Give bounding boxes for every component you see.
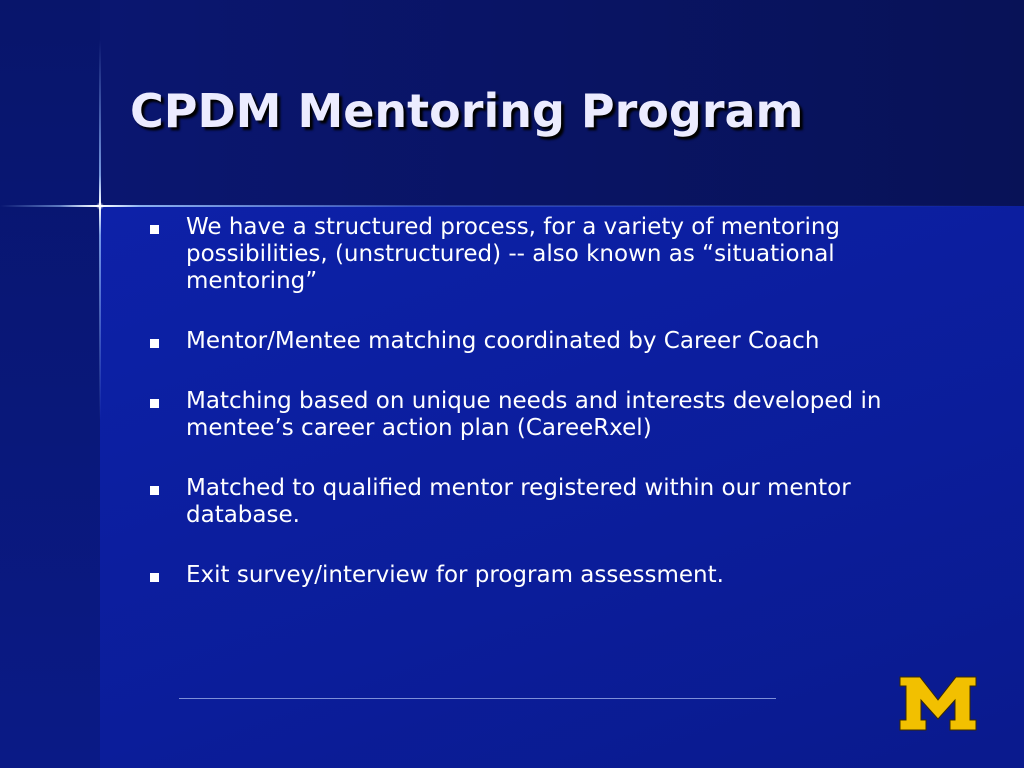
bullet-item: [146, 562, 946, 589]
bullet-text: Matching based on unique needs and interests developed in mentee’s career action plan (CareeRxel): [186, 388, 882, 441]
square-bullet-icon: [150, 225, 159, 234]
bullet-list: [146, 214, 946, 622]
square-bullet-icon: [150, 573, 159, 582]
bullet-text: Mentor/Mentee matching coordinated by Career Coach: [186, 328, 820, 354]
footer-divider: [179, 698, 776, 699]
bullet-text: Exit survey/interview for program assessment.: [186, 562, 724, 588]
sparkle-icon: [96, 202, 104, 210]
svg-text:M: M: [937, 733, 939, 734]
bullet-item: [146, 328, 946, 355]
block-m-logo-icon: [896, 673, 980, 735]
bullet-item: [146, 475, 946, 529]
square-bullet-icon: [150, 339, 159, 348]
square-bullet-icon: [150, 486, 159, 495]
bullet-item: [146, 214, 946, 295]
slide-title: CPDM Mentoring Program: [130, 84, 804, 138]
decorative-horizontal-line: [0, 205, 1024, 207]
background-left-band: [0, 0, 100, 768]
bullet-text: We have a structured process, for a variety of mentoring possibilities, (unstructured) -- also known as “situational mentoring”: [186, 214, 841, 294]
bullet-text: Matched to qualified mentor registered within our mentor database.: [186, 475, 851, 528]
bullet-item: [146, 388, 946, 442]
square-bullet-icon: [150, 399, 159, 408]
